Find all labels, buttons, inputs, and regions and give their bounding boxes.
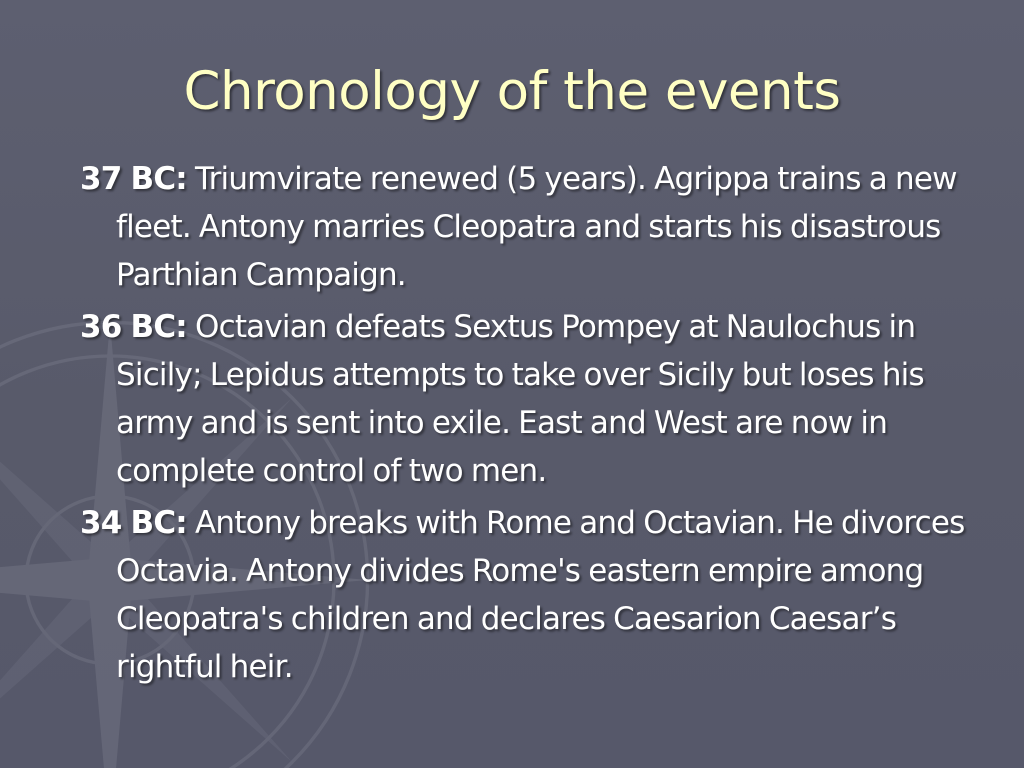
entry-year: 34 BC: — [80, 505, 187, 541]
entry-year: 36 BC: — [80, 309, 187, 345]
entry-year: 37 BC: — [80, 161, 187, 197]
chronology-entry — [80, 303, 980, 495]
slide-title: Chronology of the events — [183, 61, 841, 122]
entry-text: Triumvirate renewed (5 years). Agrippa trains a new fleet. Antony marries Cleopatra and starts his disastrous Parthian Campaign. — [116, 161, 957, 293]
entry-text: Octavian defeats Sextus Pompey at Naulochus in Sicily; Lepidus attempts to take over Sicily but loses his army and is sent into exile. East and West are now in complete control of two men. — [116, 309, 924, 489]
entry-text: Antony breaks with Rome and Octavian. He divorces Octavia. Antony divides Rome's eastern empire among Cleopatra's children and declares Caesarion Caesar’s rightful heir. — [116, 505, 965, 685]
chronology-list — [80, 155, 980, 695]
chronology-entry — [80, 155, 980, 299]
chronology-entry — [80, 499, 980, 691]
